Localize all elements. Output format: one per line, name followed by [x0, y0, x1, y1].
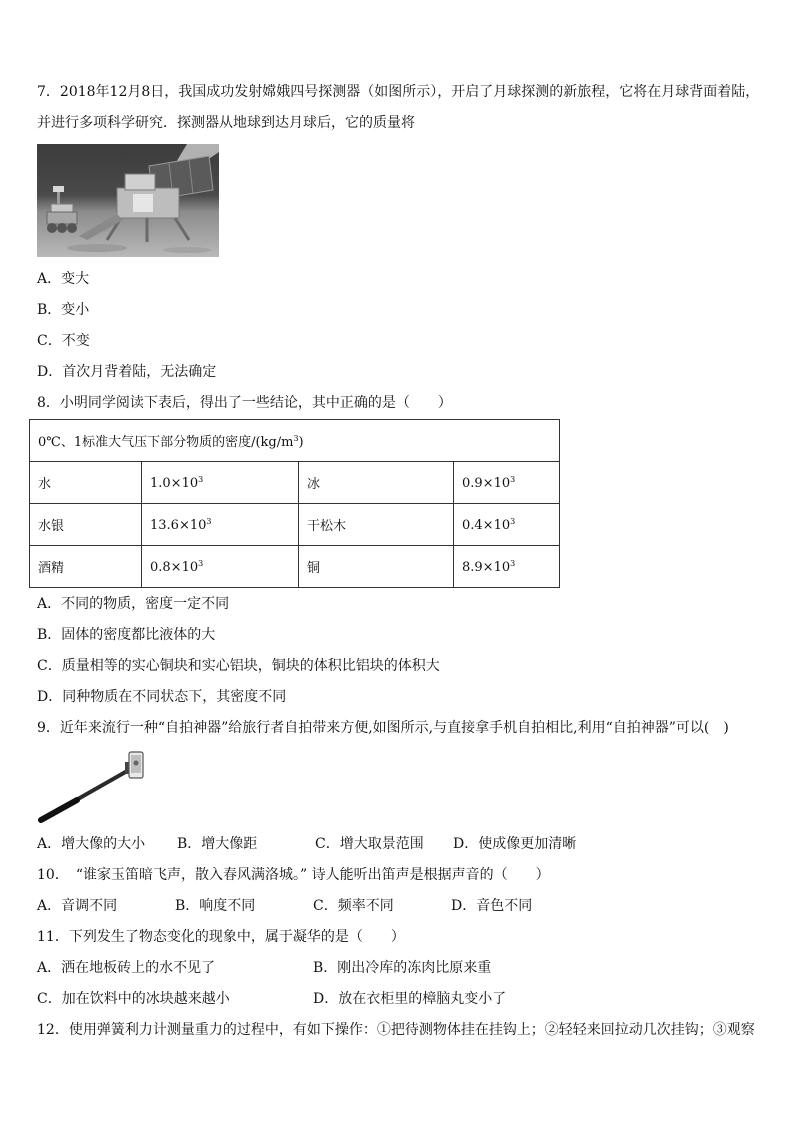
q7-option-a: A．变大	[37, 271, 90, 287]
q8-stem: 8．小明同学阅读下表后，得出了一些结论，其中正确的是（ ）	[37, 395, 452, 411]
q9-options	[37, 834, 757, 854]
q8-option-b: B．固体的密度都比液体的大	[37, 627, 216, 643]
table-cell: $0.9\times 10^3$	[454, 462, 560, 504]
q10-options	[37, 896, 757, 916]
lunar-lander-illustration	[37, 144, 219, 257]
table-cell: 冰	[299, 462, 454, 504]
q7-option-c: C．不变	[37, 333, 90, 349]
table-cell: $8.9\times 10^3$	[454, 546, 560, 588]
density-table	[29, 419, 560, 588]
table-row	[30, 462, 560, 504]
q10-option-b: B．响度不同	[175, 898, 256, 914]
q10-option-a: A．音调不同	[37, 898, 118, 914]
table-cell: 干松木	[299, 504, 454, 546]
q9-option-c: C．增大取景范围	[315, 836, 424, 852]
q11-option-a: A．洒在地板砖上的水不见了	[37, 960, 216, 976]
table-cell: 水	[30, 462, 142, 504]
q11-option-c: C．加在饮料中的冰块越来越小	[37, 991, 230, 1007]
table-row	[30, 546, 560, 588]
selfie-stick-illustration	[37, 748, 147, 826]
q11-stem: 11．下列发生了物态变化的现象中，属于凝华的是（ ）	[37, 929, 405, 945]
q8-option-d: D．同种物质在不同状态下，其密度不同	[37, 689, 287, 705]
table-caption-row	[30, 420, 560, 462]
table-cell: 铜	[299, 546, 454, 588]
q7-stem-line1: 7．2018年12月8日，我国成功发射嫦娥四号探测器（如图所示），开启了月球探测的新旅程，它将在月球背面着陆，	[37, 84, 760, 100]
table-cell: $0.4\times 10^3$	[454, 504, 560, 546]
q10-option-c: C．频率不同	[313, 898, 394, 914]
q12-stem: 12．使用弹簧利力计测量重力的过程中，有如下操作：①把待测物体挂在挂钩上；②轻轻来回拉动几次挂钩；③观察	[37, 1022, 755, 1038]
table-cell: $1.0\times 10^3$	[142, 462, 299, 504]
q10-stem: 10． “谁家玉笛暗飞声，散入春风满洛城。” 诗人能听出笛声是根据声音的（ ）	[37, 867, 550, 883]
q11-option-b: B．刚出冷库的冻肉比原来重	[313, 960, 492, 976]
q9-option-d: D．使成像更加清晰	[453, 836, 577, 852]
q9-option-b: B．增大像距	[177, 836, 258, 852]
lunar-lander-photo	[37, 144, 219, 257]
table-cell: 水银	[30, 504, 142, 546]
table-caption: 0℃、1标准大气压下部分物质的密度$/(kg/m^3)$	[30, 420, 560, 462]
q7-option-d: D．首次月背着陆，无法确定	[37, 364, 217, 380]
q8-option-c: C．质量相等的实心铜块和实心铝块，铜块的体积比铝块的体积大	[37, 658, 440, 674]
table-cell: $13.6\times 10^3$	[142, 504, 299, 546]
table-cell: 酒精	[30, 546, 142, 588]
table-row	[30, 504, 560, 546]
selfie-stick-photo	[37, 748, 147, 826]
q9-option-a: A．增大像的大小	[37, 836, 146, 852]
q8-option-a: A．不同的物质，密度一定不同	[37, 596, 230, 612]
q9-stem: 9．近年来流行一种“自拍神器”给旅行者自拍带来方便,如图所示,与直接拿手机自拍相比,利用“自拍神器”可以( )	[37, 720, 729, 736]
q7-stem-line2: 并进行多项科学研究．探测器从地球到达月球后，它的质量将	[37, 115, 415, 131]
q10-option-d: D．音色不同	[451, 898, 533, 914]
q7-option-b: B．变小	[37, 302, 90, 318]
q11-option-d: D．放在衣柜里的樟脑丸变小了	[313, 991, 507, 1007]
table-cell: $0.8\times 10^3$	[142, 546, 299, 588]
